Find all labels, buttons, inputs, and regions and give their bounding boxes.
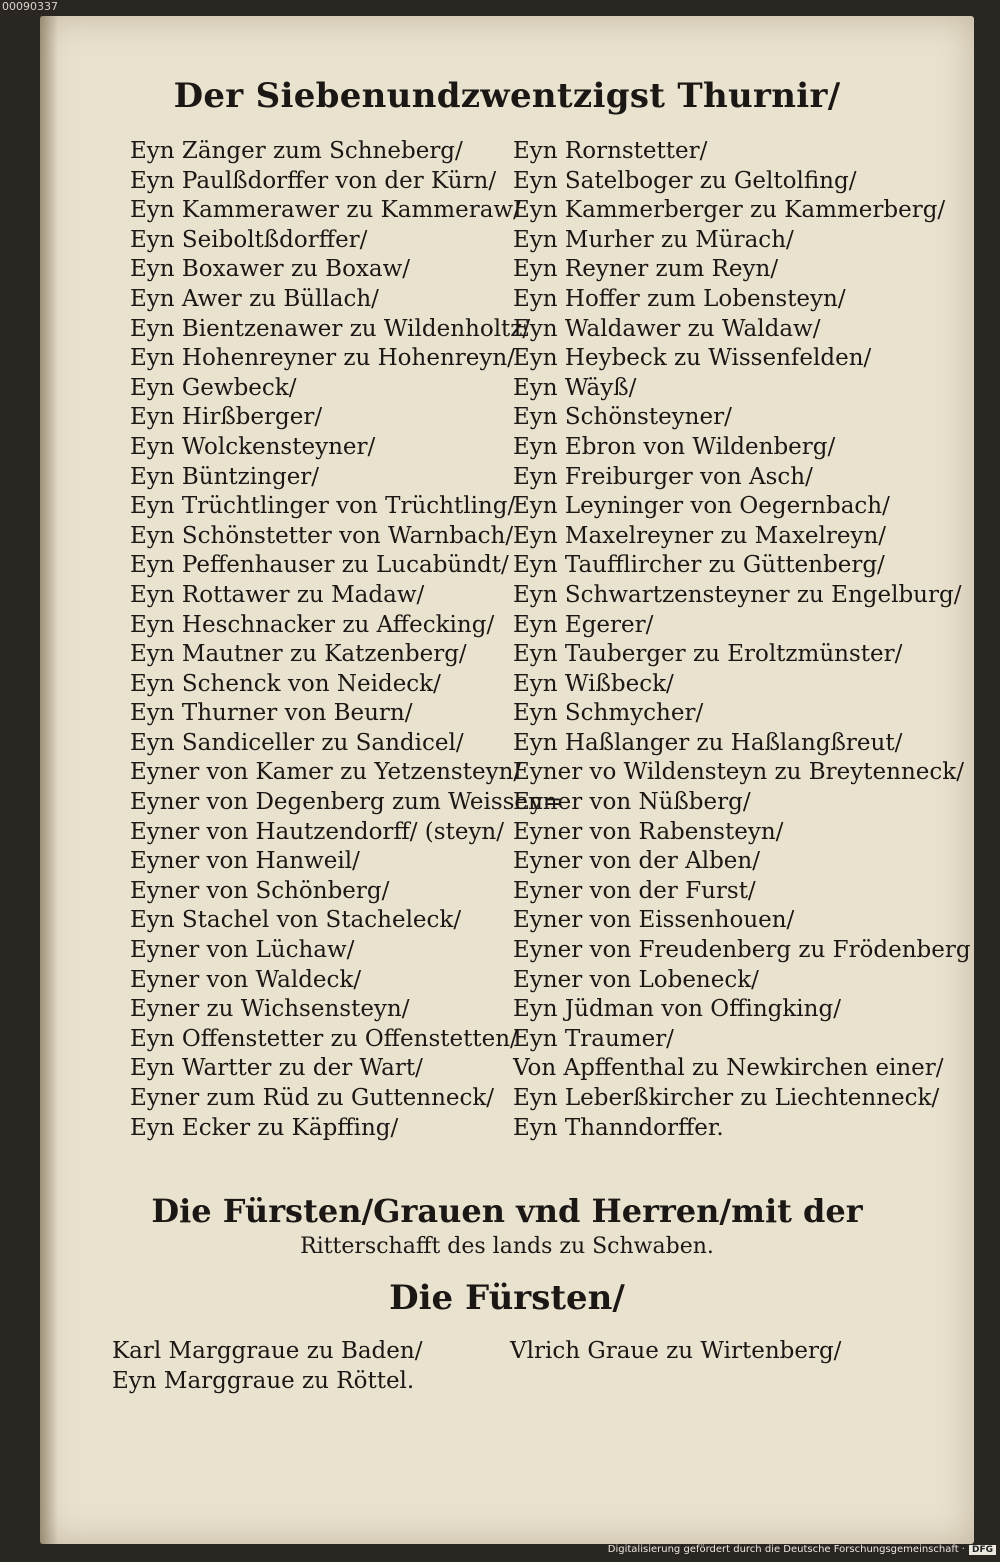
list-item: Eyner von Degenberg zum Weissen= xyxy=(130,789,563,816)
list-item: Eyn Haßlanger zu Haßlangßreut/ xyxy=(513,729,903,756)
list-item: Eyn Büntzinger/ xyxy=(130,463,320,490)
list-item: Eyn Kammerberger zu Kammerberg/ xyxy=(513,197,946,224)
list-item: Eyn Awer zu Büllach/ xyxy=(130,285,379,312)
list-item: Eyn Heschnacker zu Affecking/ xyxy=(130,611,495,638)
left-column-list xyxy=(130,137,563,1143)
list-item: Eyn Taufflircher zu Güttenberg/ xyxy=(513,552,885,579)
scan-id-label: 00090337 xyxy=(2,0,58,13)
list-item: Eyn Hirßberger/ xyxy=(130,404,323,431)
list-item: Eyn Rottawer zu Madaw/ xyxy=(130,581,425,608)
subsection-title: Die Fürsten/ xyxy=(389,1278,625,1318)
list-item: Eyn Reyner zum Reyn/ xyxy=(513,256,779,283)
list-item: Eyn Traumer/ xyxy=(513,1025,674,1052)
list-item: Eyn Satelboger zu Geltolfing/ xyxy=(513,167,857,194)
list-item: Eyn Offenstetter zu Offenstetten/ xyxy=(130,1025,518,1052)
list-item: Eyn Schenck von Neideck/ xyxy=(130,670,441,697)
list-item: Eyn Trüchtlinger von Trüchtling/ xyxy=(130,493,516,520)
list-item: Eyn Wartter zu der Wart/ xyxy=(130,1055,423,1082)
list-item: Eyn Zänger zum Schneberg/ xyxy=(130,138,463,164)
list-item: Eyn Rornstetter/ xyxy=(513,138,708,164)
list-item: Eyn Wißbeck/ xyxy=(513,670,674,697)
list-item: Eyner von Schönberg/ xyxy=(130,877,390,904)
list-item: Eyner von Hanweil/ xyxy=(130,848,360,875)
list-item: Eyn Hohenreyner zu Hohenreyn/ xyxy=(130,345,515,372)
list-item: Eyner vo Wildensteyn zu Breytenneck/ xyxy=(513,759,964,786)
list-item: Eyner von Kamer zu Yetzensteyn/ xyxy=(130,759,522,786)
list-item: Eyner zu Wichsensteyn/ xyxy=(130,996,410,1023)
list-item: Eyn Hoffer zum Lobensteyn/ xyxy=(513,285,846,312)
list-item: Eyn Schönstetter von Warnbach/ xyxy=(130,522,514,549)
list-item: Eyn Maxelreyner zu Maxelreyn/ xyxy=(513,522,887,549)
list-item: Eyn Freiburger von Asch/ xyxy=(513,463,813,490)
footer-text: Digitalisierung gefördert durch die Deutsche Forschungsgemeinschaft · xyxy=(607,1544,965,1555)
list-item: Eyn Schwartzensteyner zu Engelburg/ xyxy=(513,581,962,608)
list-item: Eyn Waldawer zu Waldaw/ xyxy=(513,315,821,342)
list-item: Eyner von Nüßberg/ xyxy=(513,789,751,816)
list-item: Eyn Egerer/ xyxy=(513,611,654,638)
list-item: Eyn Leberßkircher zu Liechtenneck/ xyxy=(513,1085,940,1111)
list-item: Eyn Seiboltßdorffer/ xyxy=(130,226,368,253)
list-item: Eyn Heybeck zu Wissenfelden/ xyxy=(513,345,872,372)
list-item: Eyn Murher zu Mürach/ xyxy=(513,226,794,253)
list-item: Eyn Thurner von Beurn/ xyxy=(130,700,413,727)
list-item: Von Apffenthal zu Newkirchen einer/ xyxy=(513,1055,944,1082)
list-item: Eyner von Rabensteyn/ xyxy=(513,818,784,845)
list-item: Eyn Ebron von Wildenberg/ xyxy=(513,433,836,460)
list-item: Eyner von Waldeck/ xyxy=(130,966,362,993)
list-item: Eyn Thanndorffer. xyxy=(513,1114,724,1141)
list-item: Eyn Tauberger zu Eroltzmünster/ xyxy=(513,641,903,668)
section-subtitle: Ritterschafft des lands zu Schwaben. xyxy=(300,1234,714,1259)
list-item: Eyner zum Rüd zu Guttenneck/ xyxy=(130,1085,495,1111)
prince-entry: Vlrich Graue zu Wirtenberg/ xyxy=(510,1338,842,1364)
list-item: Eyn Peffenhauser zu Lucabündt/ xyxy=(130,552,509,579)
list-item: Eyner von Freudenberg zu Frödenberg xyxy=(513,937,971,964)
right-column-list xyxy=(513,137,971,1143)
list-item: Eyn Leyninger von Oegernbach/ xyxy=(513,493,890,520)
list-item: Eyner von Lobeneck/ xyxy=(513,966,759,993)
list-item: Eyn Schmycher/ xyxy=(513,700,704,727)
list-item: Eyn Sandiceller zu Sandicel/ xyxy=(130,729,464,756)
list-item: Eyn Gewbeck/ xyxy=(130,374,297,401)
section-title: Die Fürsten/Grauen vnd Herren/mit der xyxy=(151,1192,863,1230)
list-item: Eyn Bientzenawer zu Wildenholtz/ xyxy=(130,315,531,342)
list-item: Eyner von Hautzendorff/ (steyn/ xyxy=(130,818,504,845)
prince-entry: Eyn Marggraue zu Röttel. xyxy=(112,1368,415,1394)
list-item: Eyn Paulßdorffer von der Kürn/ xyxy=(130,167,497,194)
list-item: Eyn Mautner zu Katzenberg/ xyxy=(130,641,467,668)
dfg-logo: DFG xyxy=(969,1545,996,1555)
book-page xyxy=(40,16,974,1544)
list-item: Eyner von Lüchaw/ xyxy=(130,937,355,964)
list-item: Eyn Jüdman von Offingking/ xyxy=(513,996,841,1023)
list-item: Eyn Kammerawer zu Kammeraw/ xyxy=(130,197,521,224)
list-item: Eyner von Eissenhouen/ xyxy=(513,907,795,934)
list-item: Eyner von der Furst/ xyxy=(513,877,756,904)
list-item: Eyn Schönsteyner/ xyxy=(513,404,732,431)
list-item: Eyner von der Alben/ xyxy=(513,848,760,875)
list-item: Eyn Wolckensteyner/ xyxy=(130,433,376,460)
list-item: Eyn Boxawer zu Boxaw/ xyxy=(130,256,411,283)
list-item: Eyn Ecker zu Käpffing/ xyxy=(130,1114,399,1141)
page-title: Der Siebenundzwentzigst Thurnir/ xyxy=(173,76,841,116)
prince-entry: Karl Marggraue zu Baden/ xyxy=(112,1338,423,1364)
list-item: Eyn Wäyß/ xyxy=(513,374,637,401)
list-item: Eyn Stachel von Stacheleck/ xyxy=(130,907,462,934)
footer-credit xyxy=(0,1544,996,1555)
